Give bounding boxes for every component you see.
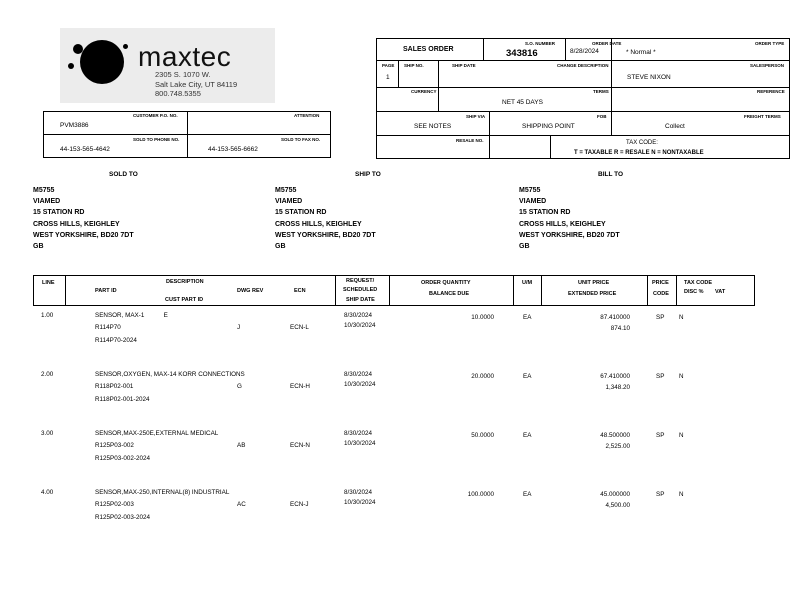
order-quantity: 100.0000: [467, 491, 494, 498]
unit-of-measure: EA: [523, 314, 532, 321]
unit-of-measure: EA: [523, 373, 532, 380]
ship-no-label: SHIP NO.: [404, 63, 424, 68]
address-line: GB: [519, 243, 530, 251]
attention-label: ATTENTION: [294, 113, 320, 118]
terms: NET 45 DAYS: [502, 99, 543, 106]
so-number: 343816: [506, 48, 538, 59]
ship-to-title: SHIP TO: [355, 171, 381, 178]
col-dwg-rev: DWG REV: [237, 288, 264, 294]
fob: SHIPPING POINT: [522, 123, 575, 130]
sold-to-phone-label: SOLD TO PHONE NO.: [133, 137, 180, 142]
company-logo-area: [60, 28, 275, 103]
address-line: WEST YORKSHIRE, BD20 7DT: [275, 231, 376, 239]
col-cust-part-id: CUST PART ID: [165, 297, 204, 303]
freight-terms-label: FREIGHT TERMS: [744, 114, 781, 119]
dwg-rev: AB: [237, 442, 246, 449]
address-line: M5755: [519, 187, 541, 194]
table-row: [0, 428, 792, 488]
address-line: WEST YORKSHIRE, BD20 7DT: [519, 231, 620, 239]
ecn: ECN-N: [290, 442, 310, 449]
item-description: SENSOR,MAX-250E,EXTERNAL MEDICAL: [95, 430, 219, 437]
col-tax-code: TAX CODE: [684, 280, 713, 286]
col-um: U/M: [522, 280, 533, 286]
page-number: 1: [386, 74, 390, 81]
col-extended-price: EXTENDED PRICE: [568, 291, 617, 297]
scheduled-date: 10/30/2024: [344, 381, 376, 388]
col-order-quantity: ORDER QUANTITY: [421, 280, 471, 286]
sold-to-fax-label: SOLD TO FAX NO.: [281, 137, 321, 142]
price-code: SP: [656, 314, 665, 321]
ship-to-address: [275, 185, 376, 252]
cust-part-id: R114P70-2024: [95, 337, 137, 344]
bill-to-address: [519, 185, 620, 252]
unit-price: 87.410000: [600, 314, 630, 321]
extended-price: 1,348.20: [605, 384, 630, 391]
col-scheduled: SCHEDULED: [343, 287, 378, 293]
address-line: M5755: [33, 187, 55, 194]
request-date: 8/30/2024: [344, 371, 373, 378]
logo-dot-large: [80, 40, 124, 84]
tax-code: N: [679, 314, 684, 321]
address-line: VIAMED: [33, 198, 61, 206]
price-code: SP: [656, 491, 665, 498]
col-ecn: ECN: [294, 288, 306, 294]
sold-to-address: [33, 185, 134, 252]
order-type-label: ORDER TYPE: [755, 41, 785, 46]
item-description: SENSOR, MAX-1 E: [95, 312, 168, 319]
price-code: SP: [656, 373, 665, 380]
cust-part-id: R125P03-002-2024: [95, 455, 150, 462]
fob-label: FOB: [597, 114, 607, 119]
unit-price: 67.410000: [600, 373, 630, 380]
request-date: 8/30/2024: [344, 489, 373, 496]
customer-po-label: CUSTOMER P.O. NO.: [133, 113, 178, 118]
address-line: CROSS HILLS, KEIGHLEY: [33, 220, 120, 228]
so-number-label: S.O. NUMBER: [525, 41, 556, 46]
address-line: GB: [33, 243, 44, 251]
tax-code: N: [679, 373, 684, 380]
ship-via-label: SHIP VIA: [466, 114, 486, 119]
dwg-rev: AC: [237, 501, 246, 508]
unit-of-measure: EA: [523, 432, 532, 439]
order-date: 8/28/2024: [570, 48, 599, 55]
address-line: GB: [275, 243, 286, 251]
freight-terms: Collect: [665, 123, 685, 130]
col-ship-date: SHIP DATE: [346, 297, 375, 303]
sold-to-phone: 44-153-565-4642: [60, 146, 110, 153]
address-line: CROSS HILLS, KEIGHLEY: [275, 220, 362, 228]
sold-to-title: SOLD TO: [109, 171, 138, 178]
bill-to-title: BILL TO: [598, 171, 624, 178]
col-unit-price: UNIT PRICE: [578, 280, 610, 286]
address-line: 15 STATION RD: [519, 209, 571, 217]
price-code: SP: [656, 432, 665, 439]
address-line: CROSS HILLS, KEIGHLEY: [519, 220, 606, 228]
reference-label: REFERENCE: [757, 89, 785, 94]
document-title: SALES ORDER: [403, 46, 454, 53]
line-number: 4.00: [41, 489, 54, 496]
order-quantity: 10.0000: [471, 314, 494, 321]
extended-price: 874.10: [610, 325, 630, 332]
order-quantity: 50.0000: [471, 432, 494, 439]
item-description: SENSOR,MAX-250,INTERNAL(8) INDUSTRIAL: [95, 489, 230, 496]
address-line: M5755: [275, 187, 297, 194]
ecn: ECN-J: [290, 501, 309, 508]
item-description: SENSOR,OXYGEN, MAX-14 KORR CONNECTIONS: [95, 371, 245, 378]
extended-price: 2,525.00: [605, 443, 630, 450]
table-row: [0, 310, 792, 370]
col-part-id: PART ID: [95, 288, 117, 294]
unit-of-measure: EA: [523, 491, 532, 498]
scheduled-date: 10/30/2024: [344, 499, 376, 506]
address-line: 15 STATION RD: [275, 209, 327, 217]
line-number: 1.00: [41, 312, 54, 319]
customer-po: PVM3886: [60, 122, 89, 129]
logo-dot-tiny: [123, 44, 128, 49]
order-quantity: 20.0000: [471, 373, 494, 380]
address-line: WEST YORKSHIRE, BD20 7DT: [33, 231, 134, 239]
address-line: VIAMED: [519, 198, 547, 206]
ship-date-label: SHIP DATE: [452, 63, 476, 68]
part-id: R125P03-002: [95, 442, 134, 449]
sold-to-fax: 44-153-565-6662: [208, 146, 258, 153]
cust-part-id: R118P02-001-2024: [95, 396, 150, 403]
address-line: 2305 S. 1070 W.: [155, 70, 211, 79]
part-id: R125P02-003: [95, 501, 134, 508]
request-date: 8/30/2024: [344, 312, 373, 319]
logo-dot-medium: [73, 44, 83, 54]
table-row: [0, 369, 792, 429]
dwg-rev: G: [237, 383, 242, 390]
col-balance-due: BALANCE DUE: [429, 291, 470, 297]
col-request: REQUEST/: [346, 278, 375, 284]
tax-code: N: [679, 432, 684, 439]
unit-price: 45.000000: [600, 491, 630, 498]
address-line: Salt Lake City, UT 84119: [155, 79, 238, 89]
company-address: [155, 70, 237, 99]
scheduled-date: 10/30/2024: [344, 440, 376, 447]
brand-name: maxtec: [138, 41, 232, 72]
resale-no-label: RESALE NO.: [456, 138, 484, 143]
address-line: 800.748.5355: [155, 89, 201, 98]
page-label: PAGE: [382, 63, 395, 68]
order-date-label: ORDER DATE: [592, 41, 622, 46]
address-line: 15 STATION RD: [33, 209, 85, 217]
dwg-rev: J: [237, 324, 241, 331]
tax-code-label: TAX CODE:: [626, 140, 658, 146]
logo-dot-small: [68, 63, 74, 69]
salesperson-label: SALESPERSON: [750, 63, 785, 68]
address-line: VIAMED: [275, 198, 303, 206]
col-vat: VAT: [715, 289, 726, 295]
tax-code: N: [679, 491, 684, 498]
ship-via: SEE NOTES: [414, 123, 452, 130]
currency-label: CURRENCY: [411, 89, 437, 94]
order-type: * Normal *: [626, 49, 656, 56]
table-row: [0, 487, 792, 547]
scheduled-date: 10/30/2024: [344, 322, 376, 329]
terms-label: TERMS: [593, 89, 609, 94]
col-price: PRICE: [652, 280, 669, 286]
col-disc: DISC %: [684, 289, 704, 295]
unit-price: 48.500000: [600, 432, 630, 439]
line-number: 3.00: [41, 430, 54, 437]
change-description-label: CHANGE DESCRIPTION: [557, 63, 609, 68]
col-code: CODE: [653, 291, 669, 297]
ecn: ECN-H: [290, 383, 310, 390]
line-number: 2.00: [41, 371, 54, 378]
extended-price: 4,500.00: [605, 502, 630, 509]
col-line: LINE: [42, 280, 55, 286]
col-description: DESCRIPTION: [166, 279, 204, 285]
request-date: 8/30/2024: [344, 430, 373, 437]
part-id: R114P70: [95, 324, 121, 331]
ecn: ECN-L: [290, 324, 309, 331]
cust-part-id: R125P02-003-2024: [95, 514, 150, 521]
salesperson: STEVE NIXON: [627, 74, 671, 81]
tax-code-legend: T = TAXABLE R = RESALE N = NONTAXABLE: [574, 150, 704, 156]
part-id: R118P02-001: [95, 383, 134, 390]
